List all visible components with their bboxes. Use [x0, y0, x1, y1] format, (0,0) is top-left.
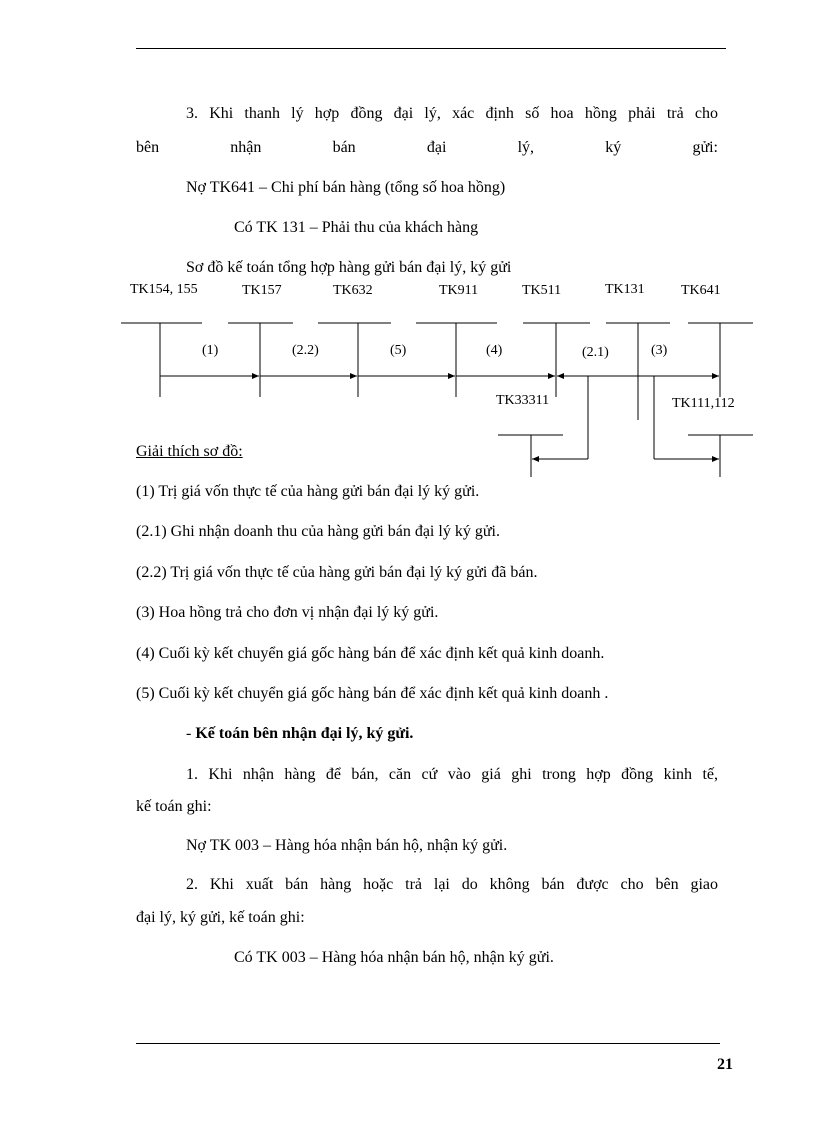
explanation-item-3: (3) Hoa hồng trả cho đơn vị nhận đại lý ký gửi. [136, 604, 439, 621]
explanation-item-5: (5) Cuối kỳ kết chuyển giá gốc hàng bán để xác định kết quả kinh doanh . [136, 685, 609, 702]
receiver-entry-1: Nợ TK 003 – Hàng hóa nhận bán hộ, nhận ký gửi. [186, 837, 508, 854]
page-number: 21 [717, 1056, 733, 1073]
flow-label-4: (4) [486, 343, 503, 358]
account-label-tk641: TK641 [681, 283, 721, 298]
account-label-tk33311: TK33311 [496, 393, 550, 408]
entry-co-tk131: Có TK 131 – Phải thu của khách hàng [234, 219, 479, 236]
flow-label-2-2: (2.2) [292, 343, 319, 358]
receiver-heading-text: Kế toán bên nhận đại lý, ký gửi. [195, 725, 414, 742]
receiver-p1-line-2: kế toán ghi: [136, 798, 212, 815]
account-label-tk111-112: TK111,112 [672, 396, 735, 411]
intro-line-2: bên nhận bán đại lý, ký gửi: [136, 139, 718, 156]
explanation-item-2-1: (2.1) Ghi nhận doanh thu của hàng gửi bán đại lý ký gửi. [136, 523, 500, 540]
account-label-tk511: TK511 [522, 283, 562, 298]
account-label-tk131: TK131 [605, 282, 645, 297]
explanation-item-4: (4) Cuối kỳ kết chuyển giá gốc hàng bán để xác định kết quả kinh doanh. [136, 645, 605, 662]
account-label-tk154: TK154, 155 [130, 282, 198, 297]
account-label-tk632: TK632 [333, 283, 373, 298]
receiver-entry-2: Có TK 003 – Hàng hóa nhận bán hộ, nhận ký gửi. [234, 949, 554, 966]
intro-line-1: 3. Khi thanh lý hợp đồng đại lý, xác định số hoa hồng phải trả cho [186, 105, 718, 122]
explanation-item-2-2: (2.2) Trị giá vốn thực tế của hàng gửi bán đại lý ký gửi đã bán. [136, 564, 538, 581]
footer-rule [136, 1043, 720, 1044]
receiver-p2-line-1: 2. Khi xuất bán hàng hoặc trả lại do không bán được cho bên giao [186, 876, 718, 893]
receiver-heading [186, 724, 413, 744]
flow-label-2-1: (2.1) [582, 345, 609, 360]
explanation-heading: Giải thích sơ đồ: [136, 443, 243, 460]
flow-label-1: (1) [202, 343, 219, 358]
receiver-p1-line-1: 1. Khi nhận hàng để bán, căn cứ vào giá ghi trong hợp đồng kinh tế, [186, 766, 718, 783]
diagram-title: Sơ đồ kế toán tổng hợp hàng gửi bán đại lý, ký gửi [186, 259, 512, 276]
flow-label-3: (3) [651, 343, 668, 358]
account-label-tk911: TK911 [439, 283, 479, 298]
receiver-p2-line-2: đại lý, ký gửi, kế toán ghi: [136, 909, 305, 926]
receiver-heading-dash: - [186, 725, 196, 742]
flow-label-5: (5) [390, 343, 407, 358]
account-label-tk157: TK157 [242, 283, 282, 298]
explanation-item-1: (1) Trị giá vốn thực tế của hàng gửi bán đại lý ký gửi. [136, 483, 480, 500]
entry-no-tk641: Nợ TK641 – Chi phí bán hàng (tổng số hoa hồng) [186, 179, 506, 196]
